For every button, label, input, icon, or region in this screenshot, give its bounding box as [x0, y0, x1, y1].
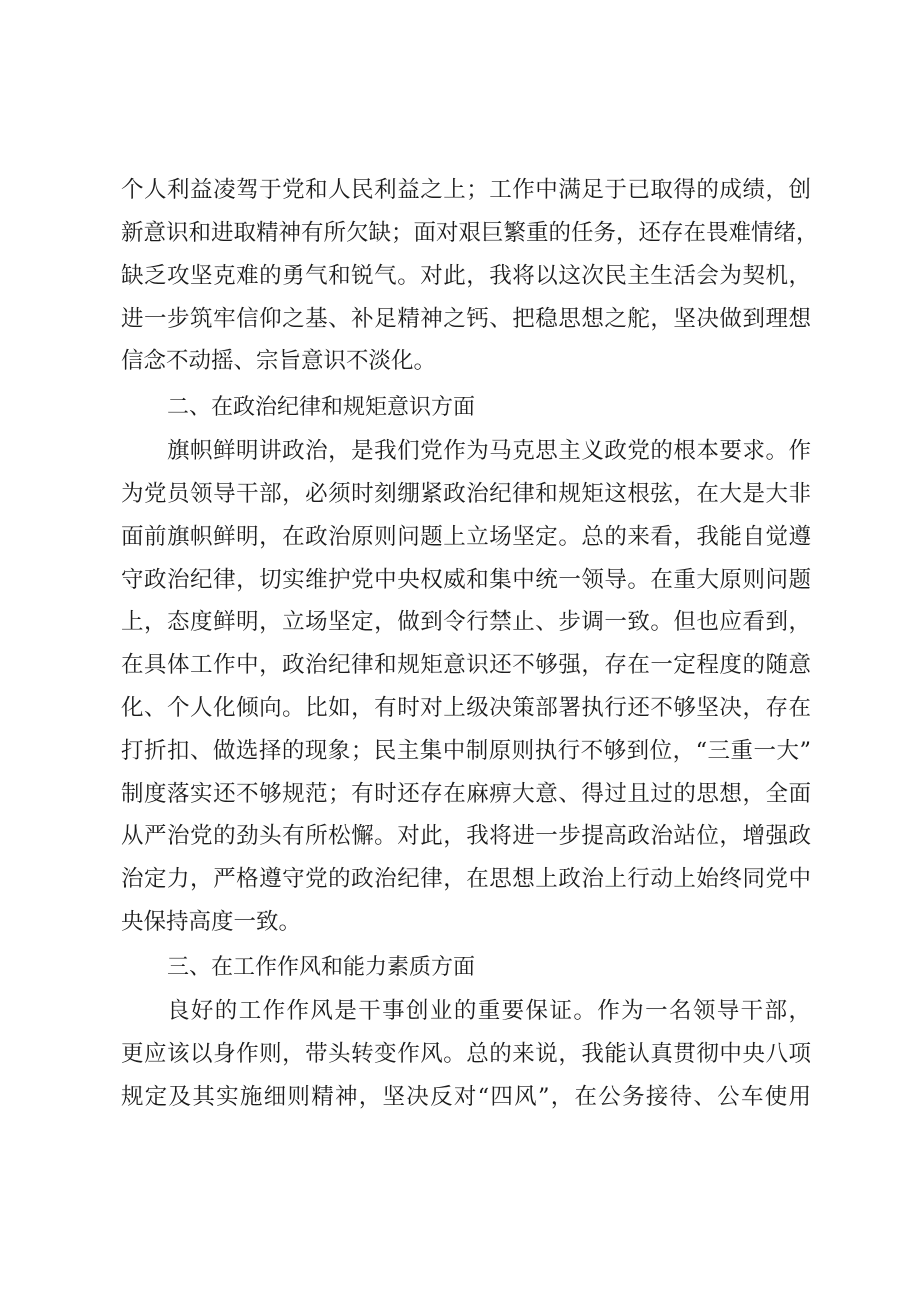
section-heading-3: 三、在工作作风和能力素质方面	[167, 955, 476, 980]
paragraph-2-line-5: 上，态度鲜明，立场坚定，做到令行禁止、步调一致。但也应看到，	[121, 609, 811, 635]
paragraph-1-line-4: 进一步筑牢信仰之基、补足精神之钙、把稳思想之舵，坚决做到理想	[121, 306, 811, 332]
paragraph-1-line-2: 新意识和进取精神有所欠缺；面对艰巨繁重的任务，还存在畏难情绪，	[121, 220, 819, 246]
paragraph-3-line-2: 更应该以身作则，带头转变作风。总的来说，我能认真贯彻中央八项	[121, 1041, 811, 1067]
paragraph-2-line-4: 守政治纪律，切实维护党中央权威和集中统一领导。在重大原则问题	[121, 567, 811, 593]
paragraph-2-line-3: 面前旗帜鲜明，在政治原则问题上立场坚定。总的来看，我能自觉遵	[121, 524, 811, 550]
paragraph-3-line-3: 规定及其实施细则精神，坚决反对“四风”，在公务接待、公车使用	[121, 1084, 811, 1110]
paragraph-2-line-10: 从严治党的劲头有所松懈。对此，我将进一步提高政治站位，增强政	[121, 823, 811, 849]
paragraph-2-line-9: 制度落实还不够规范；有时还存在麻痹大意、得过且过的思想，全面	[121, 781, 811, 807]
paragraph-2-line-8: 打折扣、做选择的现象；民主集中制原则执行不够到位，“三重一大”	[121, 738, 811, 764]
paragraph-2-line-11: 治定力，严格遵守党的政治纪律，在思想上政治上行动上始终同党中	[121, 866, 811, 892]
paragraph-2-line-12: 央保持高度一致。	[121, 909, 302, 935]
paragraph-2-line-7: 化、个人化倾向。比如，有时对上级决策部署执行还不够坚决，存在	[121, 695, 811, 721]
paragraph-2-line-1: 旗帜鲜明讲政治，是我们党作为马克思主义政党的根本要求。作	[167, 438, 811, 464]
paragraph-2-line-6: 在具体工作中，政治纪律和规矩意识还不够强，存在一定程度的随意	[121, 652, 811, 678]
paragraph-1-line-5: 信念不动摇、宗旨意识不淡化。	[121, 348, 437, 374]
paragraph-1-line-3: 缺乏攻坚克难的勇气和锐气。对此，我将以这次民主生活会为契机，	[121, 263, 811, 289]
section-heading-2: 二、在政治纪律和规矩意识方面	[167, 395, 476, 420]
paragraph-2-line-2: 为党员领导干部，必须时刻绷紧政治纪律和规矩这根弦，在大是大非	[121, 481, 811, 507]
paragraph-1-line-1: 个人利益凌驾于党和人民利益之上；工作中满足于已取得的成绩，创	[121, 177, 811, 203]
paragraph-3-line-1: 良好的工作作风是干事创业的重要保证。作为一名领导干部，	[167, 998, 811, 1024]
